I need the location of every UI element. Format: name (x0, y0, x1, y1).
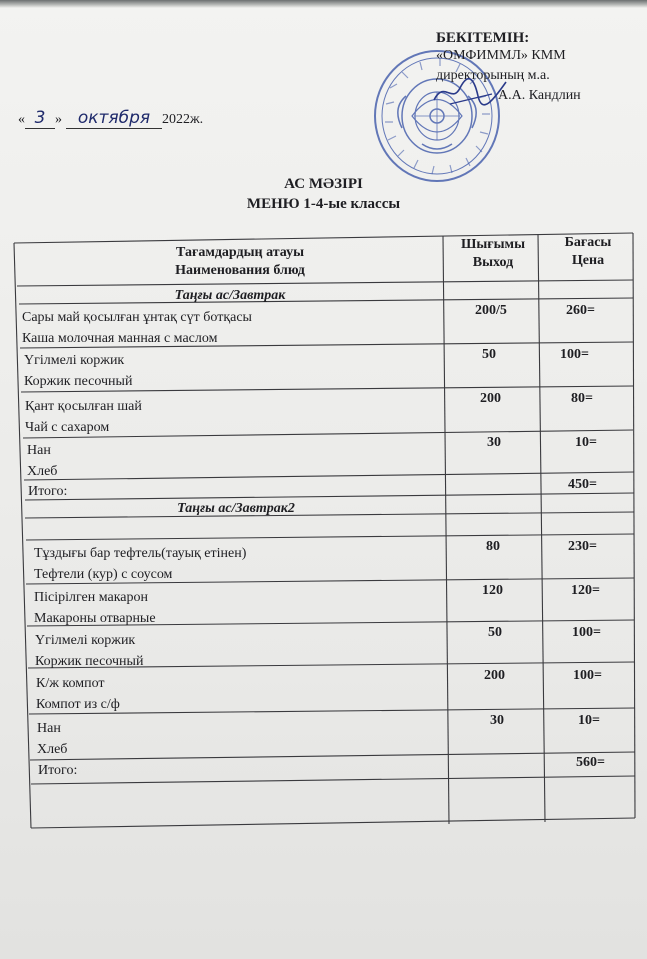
date-open-quote: « (18, 112, 25, 127)
table-row (36, 673, 120, 715)
section2-title: Таңғы ас/Завтрак2 (177, 501, 295, 516)
dish-price: 120= (571, 583, 600, 598)
date-day: 3 (25, 108, 55, 129)
date-month: октября (66, 108, 162, 129)
menu-title-ru: МЕНЮ 1-4-ые классы (246, 196, 401, 212)
table-row (27, 440, 57, 482)
dish-name-kz: Нан (37, 721, 61, 736)
table-row (37, 718, 67, 760)
dish-yield: 200/5 (475, 303, 507, 318)
table-row (22, 307, 252, 349)
dish-yield: 120 (482, 583, 503, 598)
total-label: Итого: (38, 763, 78, 778)
dish-yield: 30 (490, 713, 504, 728)
table-row (35, 630, 143, 672)
dish-name-ru: Каша молочная манная с маслом (22, 331, 218, 346)
dish-name-kz: Сары май қосылған ұнтақ сүт ботқасы (22, 310, 252, 325)
total-value: 560= (576, 755, 605, 770)
dish-name-ru: Компот из с/ф (36, 697, 120, 712)
dish-price: 100= (560, 347, 589, 362)
table-row (34, 587, 156, 629)
approval-organization: «ОМФИММЛ» КММ (436, 48, 566, 63)
dish-name-kz: Қант қосылған шай (25, 399, 142, 414)
date-close-quote: » (55, 112, 62, 127)
approval-signatory: А.А. Кандлин (498, 88, 581, 103)
dish-yield: 50 (488, 625, 502, 640)
header-name-kz: Тағамдардың атауы (175, 245, 305, 260)
dish-name-kz: Үгілмелі коржик (24, 353, 125, 368)
table-row (25, 396, 142, 438)
header-name (40, 244, 440, 280)
table-row (34, 543, 246, 585)
dish-yield: 30 (487, 435, 501, 450)
dish-name-ru: Хлеб (37, 742, 68, 757)
header-name-ru: Наименования блюд (175, 263, 305, 278)
total-label: Итого: (28, 484, 68, 499)
dish-price: 80= (571, 391, 593, 406)
approval-title: БЕКІТЕМІН: (436, 30, 530, 46)
dish-name-kz: Үгілмелі коржик (35, 633, 136, 648)
dish-name-ru: Чай с сахаром (25, 420, 110, 435)
section1-title: Таңғы ас/Завтрак (174, 288, 286, 303)
dish-name-kz: Пісірілген макарон (34, 590, 149, 605)
header-price-kz: Бағасы (564, 235, 612, 250)
header-price (542, 234, 634, 270)
dish-price: 230= (568, 539, 597, 554)
dish-yield: 80 (486, 539, 500, 554)
header-yield-kz: Шығымы (460, 237, 526, 252)
date-year: 2022ж. (162, 112, 204, 127)
dish-yield: 200 (480, 391, 501, 406)
dish-name-ru: Коржик песочный (35, 654, 144, 669)
dish-yield: 200 (484, 668, 505, 683)
header-yield-ru: Выход (472, 255, 514, 270)
dish-name-ru: Тефтели (кур) с соусом (34, 567, 173, 582)
dish-price: 10= (578, 713, 600, 728)
dish-name-kz: Тұздығы бар тефтель(тауық етінен) (34, 546, 247, 561)
dish-yield: 50 (482, 347, 496, 362)
approval-position: директорының м.а. (436, 68, 550, 83)
dish-name-kz: К/ж компот (36, 676, 105, 691)
dish-price: 10= (575, 435, 597, 450)
dish-name-kz: Нан (27, 443, 51, 458)
header-yield (446, 236, 540, 272)
table-row (24, 350, 132, 392)
header-price-ru: Цена (571, 253, 605, 268)
menu-title-kz: АС МӘЗІРІ (284, 176, 363, 192)
dish-name-ru: Макароны отварные (34, 611, 156, 626)
dish-price: 100= (572, 625, 601, 640)
dish-price: 260= (566, 303, 595, 318)
total-value: 450= (568, 477, 597, 492)
dish-price: 100= (573, 668, 602, 683)
dish-name-ru: Коржик песочный (24, 374, 133, 389)
dish-name-ru: Хлеб (27, 464, 58, 479)
